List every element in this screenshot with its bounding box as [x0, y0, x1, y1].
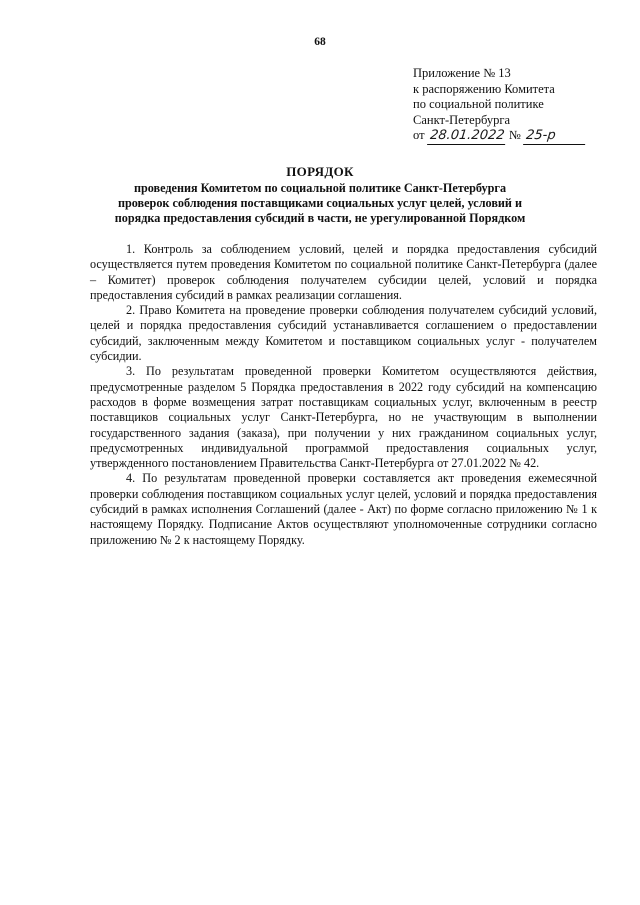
- appendix-block: [413, 66, 613, 145]
- paragraph-4: 4. По результатам проведенной проверки составляется акт проведения ежемесячной проверки соблюдения поставщиком социальных услуг целей, условий и порядка предоставления субсидий в рамках исполнения Соглашений (далее - Акт) по форме согласно приложению № 1 к настоящему Порядку. Подписание Актов осуществляют уполномоченные сотрудники согласно приложению № 2 к настоящему Порядку.: [90, 471, 597, 547]
- appendix-line-3: по социальной политике: [413, 97, 544, 111]
- paragraph-1: 1. Контроль за соблюдением условий, целей и порядка предоставления субсидий осуществляется путем проведения Комитетом по социальной политике Санкт-Петербурга (далее – Комитет) проверок соблюдения получателем субсидии целей, условий и порядка предоставления субсидий в рамках реализации соглашения.: [90, 242, 597, 302]
- paragraph-2: 2. Право Комитета на проведение проверки соблюдения получателем субсидий условий, целей и порядка предоставления субсидий устанавливается соглашением о предоставлении субсидий, заключенным между Комитетом и поставщиком социальных услуг - получателем субсидии.: [90, 303, 597, 364]
- date-prefix: от: [413, 128, 425, 142]
- page-number: 68: [314, 36, 326, 48]
- paragraph-3: 3. По результатам проведенной проверки Комитетом осуществляются действия, предусмотренные разделом 5 Порядка предоставления в 2022 году субсидий на компенсацию расходов в форме возмещения затрат поставщикам социальных услуг, включенным в реестр поставщиков социальных услуг Санкт-Петербурга, но не участвующим в выполнении государственного задания (заказа), при получении у них гражданином социальных услуг, предусмотренных индивидуальной программой предоставления социальных услуг, утвержденного постановлением Правительства Санкт-Петербурга от 27.01.2022 № 42.: [90, 364, 597, 471]
- document-body: [90, 242, 597, 548]
- appendix-line-1: Приложение № 13: [413, 66, 511, 80]
- handwritten-number: 25-р: [523, 128, 587, 145]
- appendix-line-4: Санкт-Петербурга: [413, 112, 511, 127]
- appendix-line-2: к распоряжению Комитета: [413, 81, 555, 96]
- number-prefix: №: [508, 128, 521, 142]
- handwritten-date: 28.01.2022: [427, 128, 507, 145]
- document-title: ПОРЯДОК: [286, 164, 354, 179]
- appendix-date-line: [413, 128, 613, 145]
- document-subtitle: проведения Комитетом по социальной политике Санкт-Петербурга проверок соблюдения поставщиками социальных услуг целей, условий и порядка предоставления субсидий в части, не урегулированной Порядком: [114, 181, 526, 226]
